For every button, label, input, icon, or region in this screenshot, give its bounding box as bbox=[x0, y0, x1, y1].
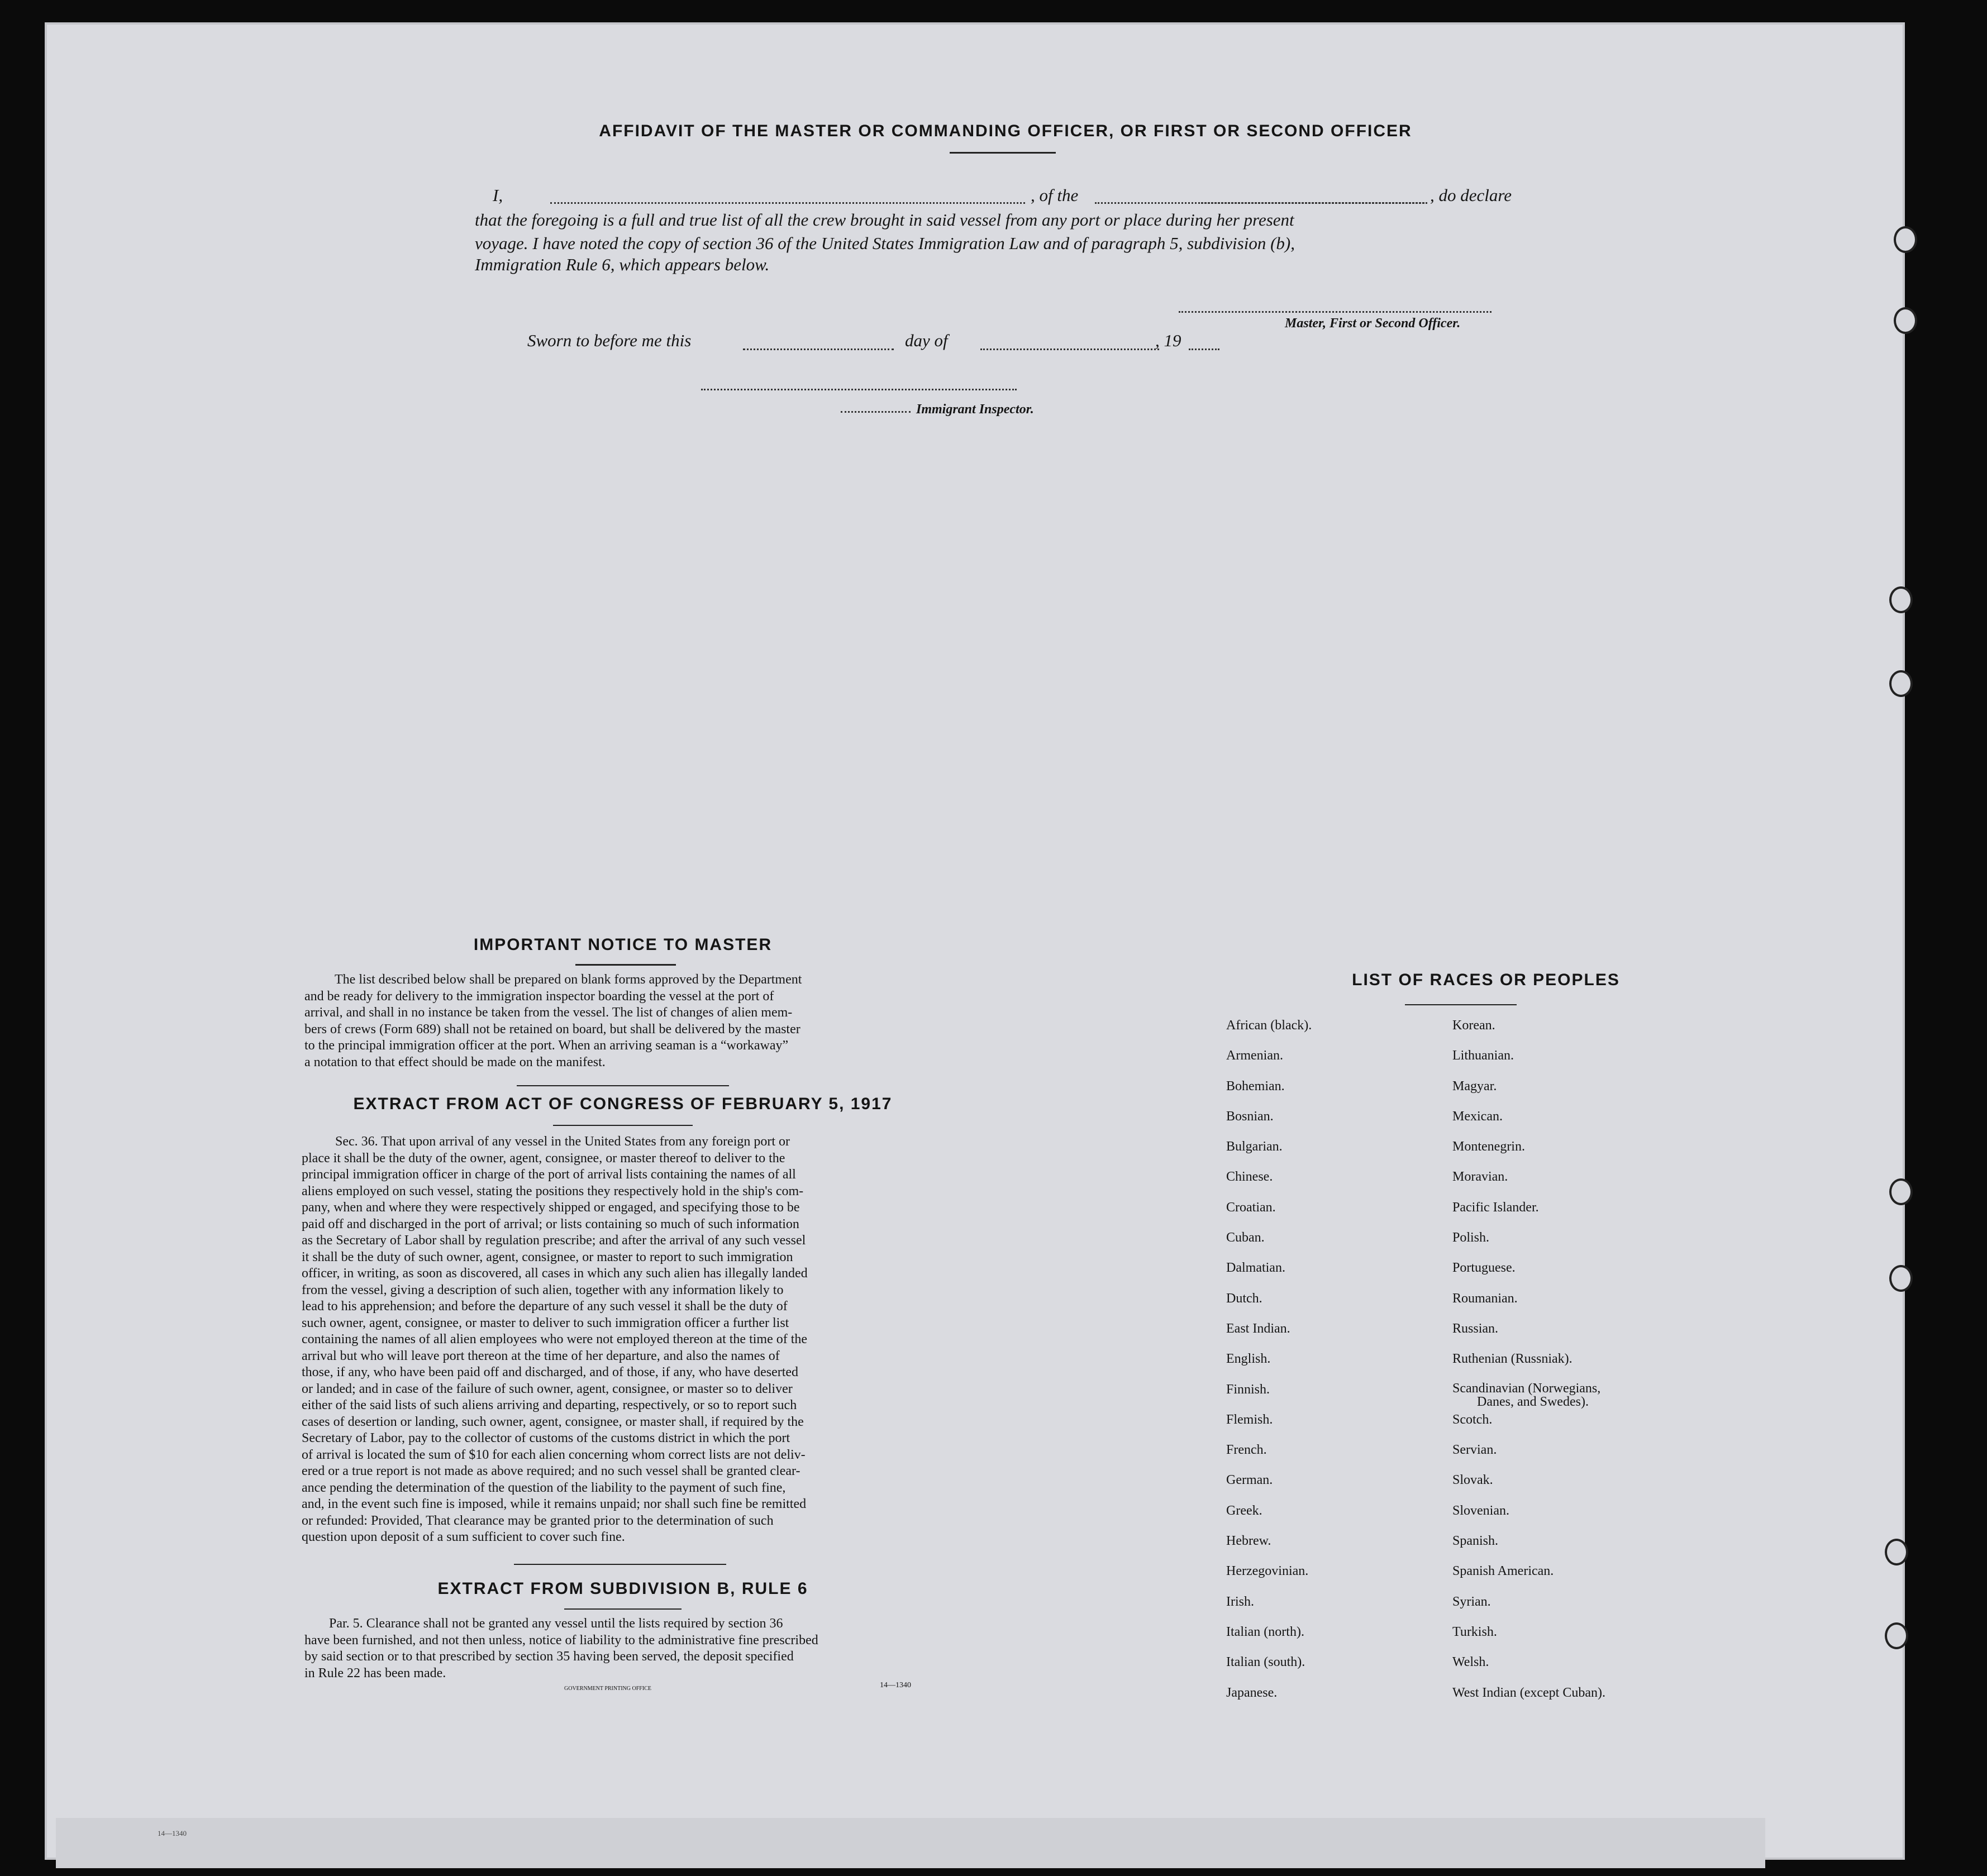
binder-hole-icon bbox=[1885, 1622, 1908, 1649]
affidavit-title: AFFIDAVIT OF THE MASTER OR COMMANDING OFFICER, OR FIRST OR SECOND OFFICER bbox=[599, 122, 1412, 140]
races-right-column bbox=[1452, 1018, 1765, 1715]
act-line: those, if any, who have been paid off and discharged, and of those, if any, who have deserted bbox=[302, 1365, 799, 1379]
underlying-page-edge bbox=[56, 1818, 1765, 1868]
act-end-rule bbox=[514, 1564, 726, 1565]
race-item: Polish. bbox=[1452, 1230, 1490, 1245]
act-line: such owner, agent, consignee, or master to deliver to such immigration officer a further list bbox=[302, 1315, 789, 1330]
act-line: place it shall be the duty of the owner, agent, consignee, or master thereof to deliver to the bbox=[302, 1151, 785, 1166]
rule-title-rule bbox=[564, 1608, 682, 1610]
act-line: Sec. 36. That upon arrival of any vessel in the United States from any foreign port or bbox=[335, 1134, 790, 1149]
binder-hole-icon bbox=[1889, 586, 1913, 613]
race-item: Bohemian. bbox=[1226, 1078, 1285, 1094]
race-item: Ruthenian (Russniak). bbox=[1452, 1352, 1573, 1367]
race-item: Pacific Islander. bbox=[1452, 1200, 1539, 1215]
race-item: Cuban. bbox=[1226, 1230, 1265, 1245]
race-item: Slovak. bbox=[1452, 1473, 1493, 1488]
act-line: aliens employed on such vessel, stating the positions they respectively hold in the ship's com- bbox=[302, 1183, 804, 1199]
act-line: question upon deposit of a sum sufficient to cover such fine. bbox=[302, 1530, 625, 1544]
race-item: Roumanian. bbox=[1452, 1291, 1518, 1306]
races-title: LIST OF RACES OR PEOPLES bbox=[1352, 971, 1620, 989]
notice-line: to the principal immigration officer at the port. When an arriving seaman is a “workaway” bbox=[304, 1038, 789, 1053]
act-line: either of the said lists of such aliens arriving and departing, respectively, or so to report such bbox=[302, 1398, 797, 1412]
name-blank[interactable] bbox=[550, 202, 1025, 204]
inspector-label: Immigrant Inspector. bbox=[916, 402, 1034, 417]
affidavit-line-2: that the foregoing is a full and true list of all the crew brought in said vessel from any port or place during her present bbox=[475, 210, 1294, 230]
rule-line: Par. 5. Clearance shall not be granted any vessel until the lists required by section 36 bbox=[329, 1616, 783, 1631]
races-left-column bbox=[1226, 1018, 1438, 1715]
race-item: Syrian. bbox=[1452, 1594, 1491, 1609]
act-line: ered or a true report is not made as above required; and no such vessel shall be granted clear- bbox=[302, 1464, 800, 1478]
notice-body bbox=[304, 972, 941, 1071]
race-item: English. bbox=[1226, 1352, 1271, 1367]
sworn-day-blank[interactable] bbox=[743, 349, 894, 350]
races-rule bbox=[1405, 1004, 1517, 1005]
race-item: West Indian (except Cuban). bbox=[1452, 1685, 1605, 1700]
race-item: Mexican. bbox=[1452, 1109, 1503, 1124]
race-item: Hebrew. bbox=[1226, 1534, 1271, 1549]
rule-line: in Rule 22 has been made. bbox=[304, 1665, 446, 1681]
act-line: Secretary of Labor, pay to the collector of customs of the customs district in which the port bbox=[302, 1431, 790, 1445]
act-line: paid off and discharged in the port of arrival; or lists containing so much of such information bbox=[302, 1216, 799, 1231]
master-signature-blank[interactable] bbox=[1179, 311, 1492, 313]
act-line: and, in the event such fine is imposed, while it remains unpaid; nor shall such fine be remitted bbox=[302, 1497, 807, 1511]
affidavit-do-declare: , do declare bbox=[1430, 185, 1512, 205]
binder-hole-icon bbox=[1885, 1539, 1908, 1565]
binder-hole-icon bbox=[1889, 1265, 1913, 1292]
race-item: Lithuanian. bbox=[1452, 1048, 1514, 1063]
act-line: of arrival is located the sum of $10 for each alien concerning whom correct lists are not deliv- bbox=[302, 1447, 806, 1462]
race-item: Welsh. bbox=[1452, 1655, 1489, 1670]
affidavit-i-label: I, bbox=[493, 185, 503, 205]
notice-line: and be ready for delivery to the immigration inspector boarding the vessel at the port of bbox=[304, 989, 774, 1004]
race-item: Bosnian. bbox=[1226, 1109, 1274, 1124]
act-line: from the vessel, giving a description of such alien, together with any information likely to bbox=[302, 1282, 784, 1297]
race-item: East Indian. bbox=[1226, 1321, 1290, 1336]
form-number: 14—1340 bbox=[880, 1681, 911, 1689]
race-item: Montenegrin. bbox=[1452, 1139, 1525, 1154]
act-line: containing the names of all alien employees who were not employed thereon at the time of the bbox=[302, 1332, 808, 1347]
race-item: Dutch. bbox=[1226, 1291, 1262, 1306]
year-label: , 19 bbox=[1155, 331, 1181, 350]
affidavit-of-the: , of the bbox=[1031, 185, 1079, 205]
rule-body bbox=[304, 1616, 941, 1682]
race-item: Spanish American. bbox=[1452, 1564, 1554, 1579]
binder-hole-icon bbox=[1889, 670, 1913, 697]
race-item: French. bbox=[1226, 1443, 1267, 1458]
race-item: Italian (north). bbox=[1226, 1624, 1304, 1639]
notice-line: arrival, and shall in no instance be taken from the vessel. The list of changes of alien mem- bbox=[304, 1005, 793, 1020]
act-line: ance pending the determination of the question of the liability to the payment of such fine, bbox=[302, 1480, 786, 1495]
act-line: principal immigration officer in charge of the port of arrival lists containing the names of all bbox=[302, 1167, 796, 1182]
act-line: or refunded: Provided, That clearance may be granted prior to the determination of such bbox=[302, 1513, 774, 1528]
year-blank[interactable] bbox=[1189, 349, 1219, 350]
title-rule bbox=[950, 152, 1056, 154]
sworn-label: Sworn to before me this bbox=[527, 331, 692, 350]
race-item: Scotch. bbox=[1452, 1412, 1493, 1427]
footer-form-number: 14—1340 bbox=[158, 1829, 187, 1837]
binder-hole-icon bbox=[1889, 1178, 1913, 1205]
notice-line: The list described below shall be prepared on blank forms approved by the Department bbox=[335, 972, 802, 987]
race-item: Bulgarian. bbox=[1226, 1139, 1283, 1154]
notice-title: IMPORTANT NOTICE TO MASTER bbox=[473, 935, 773, 954]
rule-line: by said section or to that prescribed by section 35 having been served, the deposit specified bbox=[304, 1649, 794, 1664]
rule-title: EXTRACT FROM SUBDIVISION B, RULE 6 bbox=[437, 1579, 808, 1598]
notice-line: bers of crews (Form 689) shall not be retained on board, but shall be delivered by the master bbox=[304, 1021, 800, 1037]
race-item: African (black). bbox=[1226, 1018, 1312, 1033]
act-title: EXTRACT FROM ACT OF CONGRESS OF FEBRUARY 5, 1917 bbox=[353, 1095, 893, 1113]
race-item: Russian. bbox=[1452, 1321, 1499, 1336]
race-item: Moravian. bbox=[1452, 1169, 1508, 1185]
race-item-two-line bbox=[1452, 1382, 1765, 1412]
race-item: Dalmatian. bbox=[1226, 1261, 1285, 1276]
printer-imprint: GOVERNMENT PRINTING OFFICE bbox=[564, 1686, 651, 1692]
race-item-line: Scandinavian (Norwegians, bbox=[1452, 1381, 1601, 1396]
inspector-signature-blank[interactable] bbox=[701, 389, 1017, 390]
race-item: Armenian. bbox=[1226, 1048, 1283, 1063]
inspector-lead-dots bbox=[841, 411, 911, 413]
race-item-line: Danes, and Swedes). bbox=[1477, 1394, 1589, 1409]
sworn-month-blank[interactable] bbox=[980, 349, 1159, 350]
day-of-label: day of bbox=[905, 331, 948, 350]
vessel-blank-2[interactable] bbox=[1198, 202, 1427, 204]
act-line: officer, in writing, as soon as discovered, all cases in which any such alien has illegally landed bbox=[302, 1266, 808, 1281]
binder-hole-icon bbox=[1894, 226, 1917, 253]
race-item: Irish. bbox=[1226, 1594, 1254, 1609]
race-item: Croatian. bbox=[1226, 1200, 1276, 1215]
act-line: cases of desertion or landing, such owner, agent, consignee, or master shall, if required by the bbox=[302, 1414, 804, 1429]
race-item: Magyar. bbox=[1452, 1078, 1497, 1094]
race-item: Korean. bbox=[1452, 1018, 1495, 1033]
race-item: Chinese. bbox=[1226, 1169, 1273, 1185]
binder-hole-icon bbox=[1894, 307, 1917, 334]
act-rule bbox=[553, 1125, 693, 1126]
race-item: Slovenian. bbox=[1452, 1503, 1509, 1518]
race-item: Finnish. bbox=[1226, 1382, 1270, 1397]
affidavit-line-3: voyage. I have noted the copy of section 36 of the United States Immigration Law and of paragraph 5, subdivision (b), bbox=[475, 233, 1295, 253]
act-line: as the Secretary of Labor shall by regulation prescribe; and after the arrival of any such vessel bbox=[302, 1233, 806, 1248]
master-signature-label: Master, First or Second Officer. bbox=[1285, 316, 1461, 331]
race-item: Greek. bbox=[1226, 1503, 1262, 1518]
rule-line: have been furnished, and not then unless, notice of liability to the administrative fine prescribed bbox=[304, 1632, 818, 1648]
race-item: Herzegovinian. bbox=[1226, 1564, 1309, 1579]
race-item: Portuguese. bbox=[1452, 1261, 1516, 1276]
race-item: German. bbox=[1226, 1473, 1273, 1488]
notice-end-rule bbox=[517, 1085, 729, 1086]
act-line: arrival but who will leave port thereon at the time of her departure, and also the names of bbox=[302, 1348, 780, 1363]
race-item: Spanish. bbox=[1452, 1534, 1499, 1549]
notice-rule bbox=[575, 964, 676, 966]
act-line: pany, when and where they were respectively shipped or engaged, and specifying those to be bbox=[302, 1200, 800, 1215]
act-line: it shall be the duty of such owner, agent, consignee, or master to report to such immigration bbox=[302, 1249, 793, 1264]
act-line: lead to his apprehension; and before the departure of any such vessel it shall be the duty of bbox=[302, 1299, 788, 1314]
race-item: Turkish. bbox=[1452, 1624, 1497, 1639]
notice-line: a notation to that effect should be made on the manifest. bbox=[304, 1054, 606, 1070]
race-item: Flemish. bbox=[1226, 1412, 1273, 1427]
affidavit-line-4: Immigration Rule 6, which appears below. bbox=[475, 255, 770, 274]
race-item: Italian (south). bbox=[1226, 1655, 1305, 1670]
race-item: Servian. bbox=[1452, 1443, 1497, 1458]
act-line: or landed; and in case of the failure of such owner, agent, consignee, or master so to deliver bbox=[302, 1381, 793, 1396]
race-item: Japanese. bbox=[1226, 1685, 1278, 1700]
act-body bbox=[302, 1134, 941, 1546]
